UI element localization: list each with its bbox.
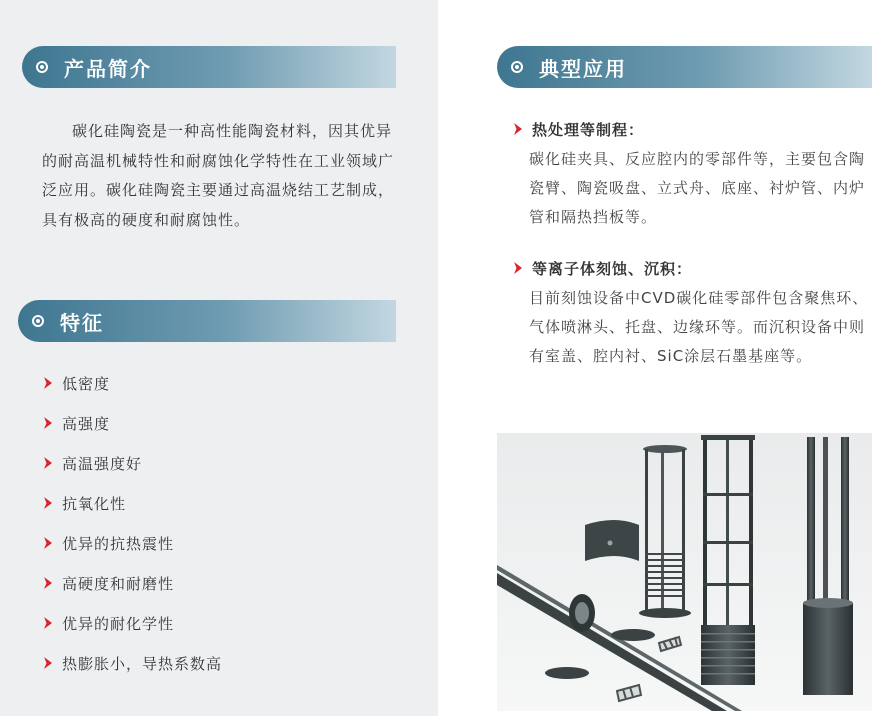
features-title: 特征 [60,310,104,335]
chevron-right-icon [42,656,54,670]
overview-text: 碳化硅陶瓷是一种高性能陶瓷材料，因其优异的耐高温机械特性和耐腐蚀化学特性在工业领域广泛应用。碳化硅陶瓷主要通过高温烧结工艺制成，具有极高的硬度和耐腐蚀性。 [42,122,395,229]
feature-label: 热膨胀小，导热系数高 [62,654,223,673]
application-heading: 热处理等制程： [532,120,645,139]
application-heading-row [512,256,872,280]
list-item [42,403,222,443]
ring-dot-icon [511,61,523,73]
overview-text-block [42,117,402,235]
feature-label: 高温强度好 [62,454,143,473]
list-item [42,443,222,483]
overview-title: 产品简介 [64,56,152,81]
application-item-heat-treatment [512,117,872,232]
list-item [42,603,222,643]
ring-dot-icon [36,61,48,73]
application-heading-row [512,117,872,141]
application-item-plasma-etch [512,256,872,371]
list-item [42,643,222,683]
application-heading: 等离子体刻蚀、沉积： [532,259,693,278]
chevron-right-icon [42,616,54,630]
sic-components-photo [497,433,872,711]
chevron-right-icon [42,376,54,390]
chevron-right-icon [42,536,54,550]
application-text: 碳化硅夹具、反应腔内的零部件等，主要包含陶瓷臂、陶瓷吸盘、立式舟、底座、衬炉管、内炉管和隔热挡板等。 [529,150,866,226]
chevron-right-icon [512,261,524,275]
chevron-right-icon [42,456,54,470]
feature-label: 高强度 [62,414,111,433]
application-text: 目前刻蚀设备中CVD碳化硅零部件包含聚焦环、气体喷淋头、托盘、边缘环等。而沉积设备中则有室盖、腔内衬、SiC涂层石墨基座等。 [529,289,869,365]
list-item [42,483,222,523]
feature-list [42,363,222,683]
list-item [42,363,222,403]
feature-label: 优异的抗热震性 [62,534,175,553]
applications-banner [497,46,872,88]
overview-banner [22,46,396,88]
feature-label: 低密度 [62,374,111,393]
feature-label: 优异的耐化学性 [62,614,175,633]
list-item [42,523,222,563]
chevron-right-icon [512,122,524,136]
features-banner [18,300,396,342]
chevron-right-icon [42,496,54,510]
chevron-right-icon [42,416,54,430]
applications-title: 典型应用 [539,56,627,81]
feature-label: 抗氧化性 [62,494,127,513]
ring-dot-icon [32,315,44,327]
left-panel [0,0,438,716]
chevron-right-icon [42,576,54,590]
feature-label: 高硬度和耐磨性 [62,574,175,593]
list-item [42,563,222,603]
